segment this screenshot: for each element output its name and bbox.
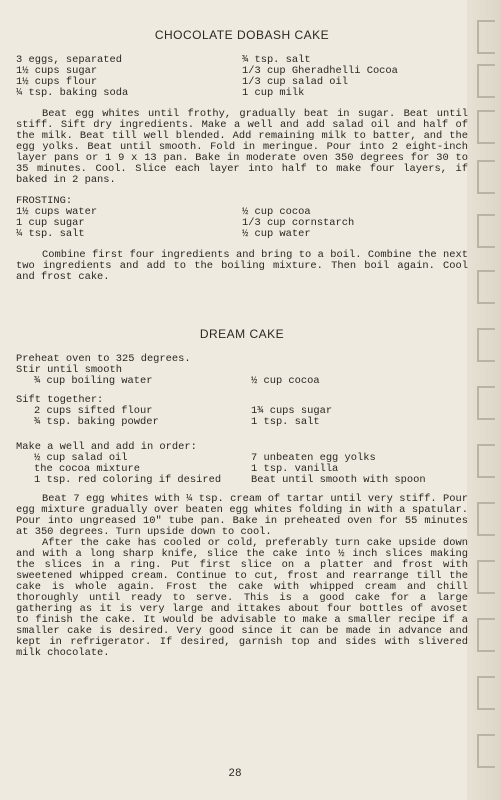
directions: Beat 7 egg whites with ¼ tsp. cream of tartar until very stiff. Pour egg mixture gradually over beaten egg whites folding in with a spatular. Pour into ungreased 10" tube pan. Bake in preheated oven for 55 minutes at 350 degrees. Turn upside down to cool. [16, 493, 468, 538]
ingredient: 1 tsp. red coloring if desired [34, 474, 222, 486]
ingredient: 1 tsp. salt [251, 416, 320, 428]
binder-tab [477, 444, 495, 478]
binder-tab [477, 560, 495, 594]
ingredient: ½ cup cocoa [251, 375, 320, 387]
ingredient-list [16, 55, 468, 99]
recipe-content [16, 30, 468, 659]
ingredient: 2 cups sifted flour [34, 405, 153, 417]
binder-tab [477, 214, 495, 248]
ingredient: ¼ tsp. salt [16, 228, 85, 240]
binder-tab [477, 734, 495, 768]
frosting-ingredient-list [16, 207, 468, 240]
ingredient: ¾ tsp. baking powder [34, 416, 159, 428]
ingredient: ½ cup salad oil [34, 452, 128, 464]
recipe-title: DREAM CAKE [199, 327, 285, 341]
recipe-title: CHOCOLATE DOBASH CAKE [154, 28, 330, 42]
binder-tab [477, 502, 495, 536]
ingredient: 1 cup sugar [16, 217, 85, 229]
instruction: Preheat oven to 325 degrees. [16, 353, 191, 365]
ingredient: 1/3 cup salad oil [242, 76, 349, 88]
page-number: 28 [228, 768, 242, 780]
ingredient: 1 tsp. vanilla [251, 463, 339, 475]
ingredient: 1½ cups flour [16, 76, 98, 88]
binder-tab [477, 160, 495, 194]
ingredient: 1/3 cup cornstarch [242, 217, 355, 229]
binder-tab [477, 386, 495, 420]
binder-tab [477, 110, 495, 144]
ingredient: 1½ cups sugar [16, 65, 98, 77]
ingredient: 1¾ cups sugar [251, 405, 333, 417]
ingredient: the cocoa mixture [34, 463, 141, 475]
directions: Beat egg whites until frothy, gradually beat in sugar. Beat until stiff. Sift dry ingredients. Make a well and add salad oil and half of the milk. Beat till well blended. Add remaining milk to batter, and the egg yolks. Beat until smooth. Fold in meringue. Pour into 2 eight-inch layer pans or 1 9 x 13 pan. Bake in moderate oven 350 degrees for 30 to 35 minutes. Cool. Slice each layer into half to make four layers, if baked in 2 pans. [16, 108, 468, 186]
ingredient: ¾ cup boiling water [34, 375, 153, 387]
ingredient: 1/3 cup Gheradhelli Cocoa [242, 65, 398, 77]
binder-spine [467, 0, 501, 800]
instruction: Stir until smooth [16, 364, 123, 376]
ingredient: 1 cup milk [242, 87, 305, 99]
ingredient: 1½ cups water [16, 206, 98, 218]
binder-tab [477, 676, 495, 710]
binder-tab [477, 64, 495, 98]
instruction: Make a well and add in order: [16, 441, 197, 453]
ingredient: ½ cup water [242, 228, 311, 240]
ingredient: ¼ tsp. baking soda [16, 87, 129, 99]
ingredient: Beat until smooth with spoon [251, 474, 426, 486]
ingredient: 7 unbeaten egg yolks [251, 452, 376, 464]
ingredient: ½ cup cocoa [242, 206, 311, 218]
binder-tab [477, 270, 495, 304]
binder-tab [477, 618, 495, 652]
ingredient: 3 eggs, separated [16, 54, 123, 66]
binder-tab [477, 20, 495, 54]
binder-tab [477, 328, 495, 362]
section-heading: FROSTING: [16, 195, 73, 207]
instruction: Sift together: [16, 394, 104, 406]
frosting-directions: Combine first four ingredients and bring to a boil. Combine the next two ingredients and add to the boiling mixture. Then boil again. Cool and frost cake. [16, 249, 468, 283]
directions: After the cake has cooled or cold, preferably turn cake upside down and with a long sharp knife, slice the cake into ½ inch slices making the slices in a ring. Put first slice on a platter and frost with sweetened whipped cream. Continue to cut, frost and rearrange till the cake is whole again. Frost the cake with whipped cream and chill thoroughly until ready to serve. This is a good cake for a large gathering as it is very large and ittakes about four bottles of avoset to finish the cake. It would be advisable to make a smaller recipe if a smaller cake is desired. Very good since it can be made in advance and kept in refrigerator. If desired, garnish top and sides with slivered milk chocolate. [16, 537, 468, 659]
ingredient: ¾ tsp. salt [242, 54, 311, 66]
